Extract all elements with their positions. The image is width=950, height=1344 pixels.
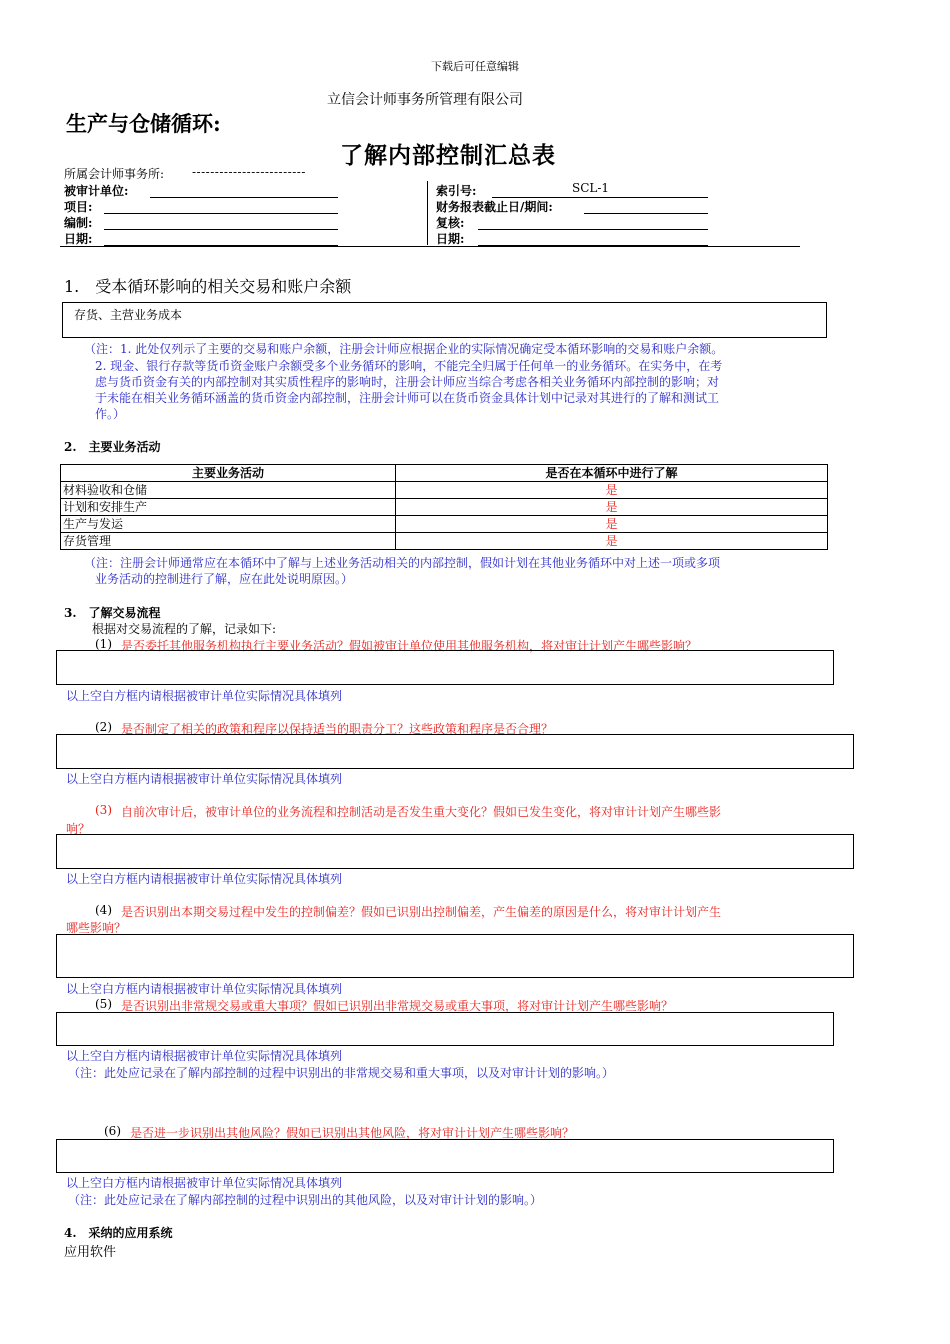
index-value: SCL-1 [572,181,610,195]
fill-hint: 以上空白方框内请根据被审计单位实际情况具体填列 [66,772,343,786]
fill-hint: 以上空白方框内请根据被审计单位实际情况具体填列 [66,872,343,886]
answer-box-2[interactable] [56,734,854,769]
answer-box-5[interactable] [56,1012,834,1046]
firm-label: 所属会计师事务所: [64,167,165,181]
section3-title: 3. 了解交易流程 [64,606,161,620]
fill-hint: 以上空白方框内请根据被审计单位实际情况具体填列 [66,1176,343,1190]
date-label-right: 日期: [436,232,465,246]
activity-cell: 材料验收和仓储 [61,482,396,499]
question-text: 自前次审计后，被审计单位的业务流程和控制活动是否发生重大变化？假如已发生变化，将对审计计划产生哪些影 [121,805,722,819]
preparer-label: 编制: [64,216,93,230]
project-field[interactable] [104,213,338,214]
preparer-field[interactable] [104,229,338,230]
answer-box-6[interactable] [56,1139,834,1173]
document-title: 了解内部控制汇总表 [340,142,556,169]
section2-title: 2. 主要业务活动 [64,440,161,454]
question-number: (2) [95,720,112,734]
activity-cell: 计划和安排生产 [61,499,396,516]
client-label: 被审计单位: [64,184,129,198]
question-number: (6) [104,1124,121,1138]
cycle-title: 生产与仓储循环: [66,111,221,136]
period-label: 财务报表截止日/期间: [436,200,553,214]
section2-note-line: 业务活动的控制进行了解，应在此处说明原因。） [95,572,354,586]
accounts-box-text: 存货、主营业务成本 [74,308,183,322]
fill-hint: 以上空白方框内请根据被审计单位实际情况具体填列 [66,689,343,703]
q5-note: （注：此处应记录在了解内部控制的过程中识别出的非常规交易和重大事项，以及对审计计划的影响。） [68,1066,615,1080]
column-header: 是否在本循环中进行了解 [396,465,828,482]
section3-intro: 根据对交易流程的了解，记录如下: [92,622,277,636]
section4-subtitle: 应用软件 [64,1245,117,1260]
section2-note-line: （注：注册会计师通常应在本循环中了解与上述业务活动相关的内部控制，假如计划在其他业务循环中对上述一项或多项 [84,556,721,570]
question-text: 哪些影响？ [66,921,127,935]
company-name: 立信会计师事务所管理有限公司 [327,92,523,108]
answer-box-1[interactable] [56,650,834,685]
client-field[interactable] [150,197,338,198]
section1-note-line: 虑与货币资金有关的内部控制对其实质性程序的影响时，注册会计师应当综合考虑各相关业务循环内部控制的影响；对 [95,375,720,389]
answer-cell[interactable]: 是 [396,516,828,533]
firm-dashes: ------------------------- [192,165,306,179]
date-label-left: 日期: [64,232,93,246]
question-text: 是否识别出本期交易过程中发生的控制偏差？假如已识别出控制偏差，产生偏差的原因是什么，将对审计计划产生 [121,905,722,919]
question-text: 是否进一步识别出其他风险？假如已识别出其他风险，将对审计计划产生哪些影响？ [130,1126,575,1140]
question-number: (5) [95,997,112,1011]
review-label: 复核: [436,216,465,230]
top-note: 下载后可任意编辑 [431,60,519,73]
section4-title: 4. 采纳的应用系统 [64,1226,173,1240]
answer-box-4[interactable] [56,934,854,978]
header-bottom-rule [60,246,800,247]
index-label: 索引号: [436,184,477,198]
question-number: (1) [95,637,112,651]
table-row [61,482,828,499]
table-row [61,533,828,550]
header-divider [427,181,428,245]
question-number: (3) [95,803,112,817]
period-field[interactable] [584,213,708,214]
answer-box-3[interactable] [56,834,854,869]
question-text: 是否制定了相关的政策和程序以保持适当的职责分工？这些政策和程序是否合理？ [121,722,554,736]
section1-title: 1. 受本循环影响的相关交易和账户余额 [64,277,352,296]
table-row [61,516,828,533]
q6-note: （注：此处应记录在了解内部控制的过程中识别出的其他风险，以及对审计计划的影响。） [68,1193,543,1207]
section1-note-line: 于未能在相关业务循环涵盖的货币资金内部控制，注册会计师可以在货币资金具体计划中记录对其进行的了解和测试工 [95,391,720,405]
question-text: 是否识别出非常规交易或重大事项？假如已识别出非常规交易或重大事项，将对审计计划产生哪些影响？ [121,999,674,1013]
column-header: 主要业务活动 [61,465,396,482]
fill-hint: 以上空白方框内请根据被审计单位实际情况具体填列 [66,1049,343,1063]
question-number: (4) [95,903,112,917]
section1-note-line: （注：1. 此处仅列示了主要的交易和账户余额，注册会计师应根据企业的实际情况确定受本循环影响的交易和账户余额。 [84,342,724,356]
answer-cell[interactable]: 是 [396,533,828,550]
project-label: 项目: [64,200,93,214]
activities-table [60,464,828,550]
section1-note-line: 作。） [95,407,126,421]
activity-cell: 存货管理 [61,533,396,550]
review-field[interactable] [478,229,708,230]
activity-cell: 生产与发运 [61,516,396,533]
answer-cell[interactable]: 是 [396,499,828,516]
section1-note-line: 2. 现金、银行存款等货币资金账户余额受多个业务循环的影响，不能完全归属于任何单一的业务循环。在实务中，在考 [95,359,723,373]
table-row [61,499,828,516]
question-text: 是否委托其他服务机构执行主要业务活动？假如被审计单位使用其他服务机构，将对审计计划产生哪些影响？ [121,639,698,653]
question-text: 响？ [66,822,91,836]
answer-cell[interactable]: 是 [396,482,828,499]
fill-hint: 以上空白方框内请根据被审计单位实际情况具体填列 [66,982,343,996]
table-header-row [61,465,828,482]
